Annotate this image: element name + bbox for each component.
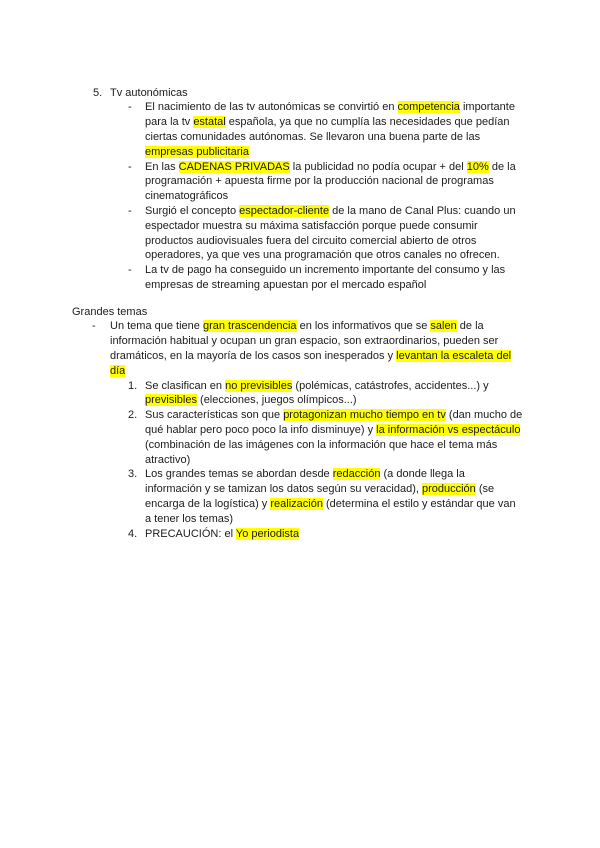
text-line — [0, 349, 600, 364]
text-run: en los informativos que se — [296, 320, 431, 333]
text-run: de la — [456, 320, 484, 333]
section-title: Tv autonómicas — [110, 86, 188, 99]
bullet-marker: - — [128, 101, 132, 114]
text-line — [0, 234, 600, 249]
text-line — [0, 160, 600, 175]
text-line — [0, 174, 600, 189]
text-line — [0, 248, 600, 263]
text-run: Un tema que tiene — [110, 320, 203, 333]
bullet-marker: - — [128, 160, 132, 173]
text-run: Se clasifican en — [145, 379, 226, 392]
text-run: cinematográficos — [145, 190, 229, 203]
text-run: PRECAUCIÓN: el — [145, 527, 236, 540]
text-run: empresas de streaming apuestan por el mercado español — [145, 278, 427, 291]
highlighted-text: salen — [430, 320, 457, 333]
text-run: La tv de pago ha conseguido un incremento importante del consumo y las — [145, 264, 506, 277]
highlighted-text: espectador-cliente — [239, 204, 330, 217]
text-line — [0, 145, 600, 160]
section-heading: Grandes temas — [72, 305, 148, 318]
text-line — [0, 527, 600, 542]
highlighted-text: realización — [270, 497, 323, 510]
text-run: de la mano de Canal Plus: cuando un — [329, 204, 516, 217]
section-grandes-temas — [0, 305, 600, 542]
list-number: 5. — [93, 86, 103, 99]
bullet-list — [0, 100, 600, 292]
text-line — [0, 278, 600, 293]
bullet-marker: - — [128, 204, 132, 217]
text-run: Sus características son que — [145, 409, 284, 422]
highlighted-text: previsibles — [145, 394, 197, 407]
numbered-list — [0, 379, 600, 542]
text-line — [0, 219, 600, 234]
text-line — [0, 364, 600, 379]
text-run: ciertas comunidades autónomas. Se llevaron una buena parte de las — [145, 130, 481, 143]
text-line — [0, 408, 600, 423]
text-run: (combinación de las imágenes con la información que hace el tema más — [145, 438, 498, 451]
text-run: (elecciones, juegos olímpicos...) — [196, 394, 357, 407]
text-line — [0, 512, 600, 527]
text-run: (determina el estilo y estándar que van — [322, 497, 516, 510]
list-number: 2. — [128, 409, 138, 422]
text-line — [0, 189, 600, 204]
highlighted-text: la información vs espectáculo — [376, 423, 521, 436]
highlighted-text: producción — [421, 483, 476, 496]
text-line — [0, 100, 600, 115]
text-run: atractivo) — [145, 453, 191, 466]
text-run: programación + apuesta firme por la producción nacional de programas — [145, 175, 494, 188]
highlighted-text: redacción — [332, 468, 381, 481]
text-line — [0, 334, 600, 349]
text-run: la publicidad no podía ocupar + del — [289, 160, 467, 173]
text-run: (polémicas, catástrofes, accidentes...) y — [292, 379, 489, 392]
bullet-marker: - — [128, 264, 132, 277]
text-run: operadores, ya que ves una programación que otros canales no ofrecen. — [145, 249, 500, 262]
text-run: de la — [488, 160, 516, 173]
text-run: (dan mucho de — [445, 409, 523, 422]
highlighted-text: CADENAS PRIVADAS — [178, 160, 290, 173]
text-run: En las — [145, 160, 179, 173]
text-line — [0, 379, 600, 394]
highlighted-text: gran trascendencia — [202, 320, 297, 333]
highlighted-text: 10% — [466, 160, 489, 173]
text-run: qué hablar pero poco poco la info disminuye) y — [145, 423, 377, 436]
text-run: importante — [459, 101, 515, 114]
text-line — [0, 263, 600, 278]
text-line — [0, 130, 600, 145]
highlighted-text: no previsibles — [225, 379, 293, 392]
highlighted-text: levantan la escaleta del — [396, 349, 512, 362]
highlighted-text: estatal — [193, 116, 226, 129]
list-number: 4. — [128, 527, 138, 540]
text-line — [0, 482, 600, 497]
text-line — [0, 423, 600, 438]
highlighted-text: empresas publicitaria — [145, 145, 249, 158]
text-line — [0, 393, 600, 408]
text-run: (a donde llega la — [380, 468, 465, 481]
text-run: encarga de la logística) y — [145, 497, 271, 510]
text-run: El nacimiento de las tv autonómicas se convirtió en — [145, 101, 398, 114]
text-run: espectador muestra su máxima satisfacción porque puede consumir — [145, 219, 478, 232]
text-run: (se — [475, 483, 495, 496]
section-tv-autonomicas — [0, 86, 600, 293]
text-line — [0, 204, 600, 219]
text-run: información y se tamizan los datos según su veracidad), — [145, 483, 422, 496]
text-line — [0, 497, 600, 512]
list-number: 3. — [128, 468, 138, 481]
bullet-list — [0, 319, 600, 378]
text-run: para la tv — [145, 116, 194, 129]
text-run: productos audiovisuales fuera del circuito comercial abierto de otros — [145, 234, 477, 247]
text-run: información habitual y ocupan un gran espacio, son extraordinarios, pueden ser — [110, 335, 499, 348]
text-run: dramáticos, en la mayoría de los casos son inesperados y — [110, 349, 397, 362]
bullet-marker: - — [92, 320, 96, 333]
highlighted-text: día — [110, 364, 126, 377]
highlighted-text: competencia — [397, 101, 460, 114]
text-line — [0, 319, 600, 334]
text-line — [0, 453, 600, 468]
highlighted-text: Yo periodista — [235, 527, 300, 540]
highlighted-text: protagonizan mucho tiempo en tv — [283, 409, 446, 422]
list-number: 1. — [128, 379, 138, 392]
text-line — [0, 115, 600, 130]
text-run: Los grandes temas se abordan desde — [145, 468, 333, 481]
text-run: española, ya que no cumplía las necesidades que pedían — [225, 116, 510, 129]
text-line — [0, 438, 600, 453]
numbered-heading — [0, 86, 600, 101]
text-line — [0, 467, 600, 482]
text-run: a tener los temas) — [145, 512, 234, 525]
text-run: Surgió el concepto — [145, 204, 240, 217]
